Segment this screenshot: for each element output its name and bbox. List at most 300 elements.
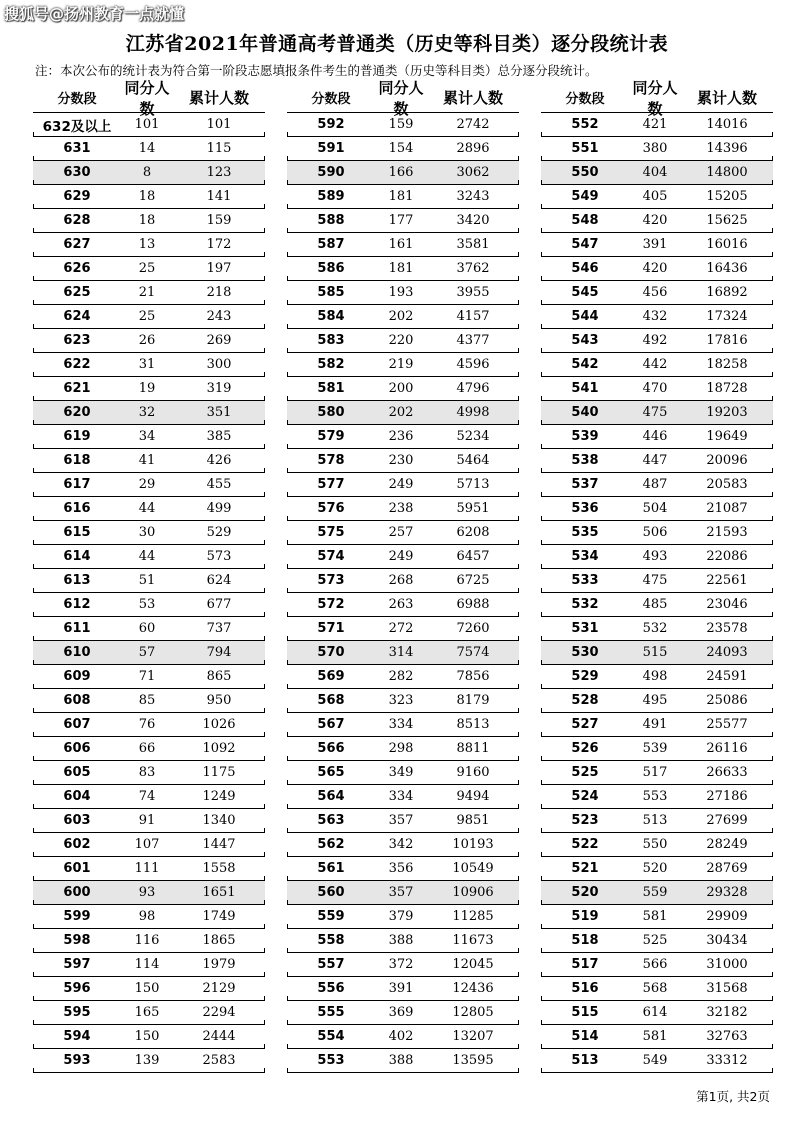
cumulative-cell: 172	[206, 237, 232, 252]
table-row	[541, 353, 773, 377]
cumulative-cell: 9494	[456, 789, 490, 804]
same-count-cell: 323	[388, 693, 414, 708]
cumulative-cell: 2583	[202, 1053, 236, 1068]
table-row	[541, 377, 773, 401]
table-row	[33, 1025, 265, 1049]
table-row	[287, 1025, 519, 1049]
cumulative-cell: 1865	[202, 933, 236, 948]
score-cell: 570	[317, 645, 345, 660]
same-count-cell: 487	[642, 477, 668, 492]
score-cell: 581	[317, 381, 345, 396]
cumulative-cell: 5234	[456, 429, 490, 444]
table-row	[541, 425, 773, 449]
score-cell: 548	[571, 213, 599, 228]
same-count-cell: 181	[388, 189, 414, 204]
cumulative-cell: 1340	[202, 813, 236, 828]
same-count-cell: 85	[138, 693, 156, 708]
cumulative-cell: 737	[206, 621, 232, 636]
score-cell: 587	[317, 237, 345, 252]
same-count-cell: 74	[138, 789, 156, 804]
table-row	[33, 305, 265, 329]
table-row	[33, 833, 265, 857]
cumulative-cell: 13595	[452, 1053, 494, 1068]
same-count-cell: 532	[642, 621, 668, 636]
cumulative-cell: 23046	[706, 597, 748, 612]
score-cell: 622	[63, 357, 91, 372]
score-cell: 518	[571, 933, 599, 948]
same-count-cell: 44	[138, 501, 156, 516]
cumulative-cell: 6457	[456, 549, 490, 564]
same-count-cell: 504	[642, 501, 668, 516]
table-row	[287, 689, 519, 713]
score-cell: 564	[317, 789, 345, 804]
table-row	[287, 233, 519, 257]
header-score: 分数段	[57, 92, 97, 107]
score-cell: 611	[63, 621, 91, 636]
same-count-cell: 238	[388, 501, 414, 516]
table-row	[541, 233, 773, 257]
score-cell: 594	[63, 1029, 91, 1044]
cumulative-cell: 23578	[706, 621, 748, 636]
table-row	[33, 425, 265, 449]
same-count-cell: 41	[138, 453, 156, 468]
table-row	[33, 737, 265, 761]
score-cell: 592	[317, 117, 345, 132]
same-count-cell: 165	[134, 1005, 160, 1020]
score-cell: 627	[63, 237, 91, 252]
same-count-cell: 57	[138, 645, 156, 660]
table-row	[287, 617, 519, 641]
cumulative-cell: 5464	[456, 453, 490, 468]
cumulative-cell: 10906	[452, 885, 494, 900]
table-row	[541, 833, 773, 857]
same-count-cell: 513	[642, 813, 668, 828]
same-count-cell: 202	[388, 405, 414, 420]
cumulative-cell: 1092	[202, 741, 236, 756]
score-cell: 566	[317, 741, 345, 756]
same-count-cell: 379	[388, 909, 414, 924]
table-row	[33, 161, 265, 185]
same-count-cell: 51	[138, 573, 156, 588]
table-row	[33, 353, 265, 377]
cumulative-cell: 22086	[706, 549, 748, 564]
table-row	[541, 209, 773, 233]
table-row	[33, 401, 265, 425]
table-row	[541, 449, 773, 473]
score-cell: 552	[571, 117, 599, 132]
table-column-1	[33, 78, 265, 1073]
same-count-cell: 539	[642, 741, 668, 756]
watermark-text: 搜狐号@扬州教育一点就懂	[4, 5, 185, 23]
score-cell: 535	[571, 525, 599, 540]
table-row	[33, 905, 265, 929]
same-count-cell: 268	[388, 573, 414, 588]
same-count-cell: 495	[642, 693, 668, 708]
same-count-cell: 272	[388, 621, 414, 636]
cumulative-cell: 20583	[706, 477, 748, 492]
score-cell: 576	[317, 501, 345, 516]
table-row	[541, 521, 773, 545]
cumulative-cell: 624	[206, 573, 232, 588]
table-row	[287, 209, 519, 233]
table-column-2	[287, 78, 519, 1073]
table-row	[287, 113, 519, 137]
cumulative-cell: 13207	[452, 1029, 494, 1044]
score-cell: 617	[63, 477, 91, 492]
table-row	[287, 137, 519, 161]
same-count-cell: 442	[642, 357, 668, 372]
cumulative-cell: 26633	[706, 765, 748, 780]
score-cell: 579	[317, 429, 345, 444]
table-row	[541, 785, 773, 809]
same-count-cell: 549	[642, 1053, 668, 1068]
header-cumulative: 累计人数	[696, 89, 757, 107]
same-count-cell: 161	[388, 237, 414, 252]
same-count-cell: 25	[138, 261, 156, 276]
cumulative-cell: 24093	[706, 645, 748, 660]
table-row	[33, 185, 265, 209]
same-count-cell: 491	[642, 717, 668, 732]
cumulative-cell: 32763	[706, 1029, 748, 1044]
cumulative-cell: 1447	[202, 837, 236, 852]
score-cell: 626	[63, 261, 91, 276]
cumulative-cell: 27186	[706, 789, 748, 804]
score-cell: 596	[63, 981, 91, 996]
same-count-cell: 31	[138, 357, 156, 372]
table-row	[541, 1001, 773, 1025]
table-row	[33, 665, 265, 689]
cumulative-cell: 3581	[456, 237, 490, 252]
score-cell: 531	[571, 621, 599, 636]
same-count-cell: 492	[642, 333, 668, 348]
same-count-cell: 193	[388, 285, 414, 300]
score-cell: 573	[317, 573, 345, 588]
same-count-cell: 93	[138, 885, 156, 900]
same-count-cell: 485	[642, 597, 668, 612]
cumulative-cell: 26116	[706, 741, 748, 756]
same-count-cell: 257	[388, 525, 414, 540]
same-count-cell: 25	[138, 309, 156, 324]
cumulative-cell: 16016	[706, 237, 748, 252]
table-row	[33, 713, 265, 737]
same-count-cell: 517	[642, 765, 668, 780]
same-count-cell: 18	[138, 213, 156, 228]
same-count-cell: 369	[388, 1005, 414, 1020]
table-row	[287, 473, 519, 497]
table-header	[287, 78, 519, 118]
score-cell: 612	[63, 597, 91, 612]
score-cell: 629	[63, 189, 91, 204]
score-cell: 628	[63, 213, 91, 228]
same-count-cell: 388	[388, 1053, 414, 1068]
same-count-cell: 420	[642, 213, 668, 228]
score-cell: 553	[317, 1053, 345, 1068]
table-row	[33, 113, 265, 137]
same-count-cell: 553	[642, 789, 668, 804]
cumulative-cell: 7856	[456, 669, 490, 684]
score-cell: 543	[571, 333, 599, 348]
same-count-cell: 314	[388, 645, 414, 660]
cumulative-cell: 351	[206, 405, 232, 420]
same-count-cell: 236	[388, 429, 414, 444]
cumulative-cell: 1558	[202, 861, 236, 876]
cumulative-cell: 28769	[706, 861, 748, 876]
cumulative-cell: 243	[206, 309, 232, 324]
cumulative-cell: 18258	[706, 357, 748, 372]
table-row	[287, 953, 519, 977]
table-row	[33, 953, 265, 977]
cumulative-cell: 12436	[452, 981, 494, 996]
table-row	[287, 737, 519, 761]
cumulative-cell: 4596	[456, 357, 490, 372]
same-count-cell: 614	[642, 1005, 668, 1020]
table-header	[33, 78, 265, 118]
score-cell: 604	[63, 789, 91, 804]
score-cell: 568	[317, 693, 345, 708]
table-row	[33, 857, 265, 881]
same-count-cell: 166	[388, 165, 414, 180]
same-count-cell: 32	[138, 405, 156, 420]
table-row	[287, 401, 519, 425]
score-cell: 523	[571, 813, 599, 828]
score-cell: 530	[571, 645, 599, 660]
table-row	[541, 929, 773, 953]
table-row	[541, 737, 773, 761]
table-body	[33, 113, 265, 1073]
cumulative-cell: 8811	[456, 741, 490, 756]
score-cell: 529	[571, 669, 599, 684]
cumulative-cell: 20096	[706, 453, 748, 468]
same-count-cell: 8	[142, 165, 152, 180]
score-cell: 597	[63, 957, 91, 972]
same-count-cell: 334	[388, 789, 414, 804]
same-count-cell: 334	[388, 717, 414, 732]
cumulative-cell: 6208	[456, 525, 490, 540]
table-row	[287, 713, 519, 737]
page-footer: 第1页, 共2页	[696, 1089, 770, 1104]
table-row	[33, 233, 265, 257]
cumulative-cell: 101	[206, 117, 232, 132]
table-row	[287, 161, 519, 185]
table-row	[33, 617, 265, 641]
table-row	[541, 1025, 773, 1049]
table-row	[287, 281, 519, 305]
same-count-cell: 391	[642, 237, 668, 252]
same-count-cell: 342	[388, 837, 414, 852]
score-cell: 614	[63, 549, 91, 564]
score-cell: 619	[63, 429, 91, 444]
cumulative-cell: 529	[206, 525, 232, 540]
same-count-cell: 298	[388, 741, 414, 756]
same-count-cell: 550	[642, 837, 668, 852]
table-row	[33, 257, 265, 281]
same-count-cell: 475	[642, 573, 668, 588]
score-cell: 551	[571, 141, 599, 156]
same-count-cell: 520	[642, 861, 668, 876]
score-cell: 565	[317, 765, 345, 780]
score-cell: 607	[63, 717, 91, 732]
table-row	[33, 521, 265, 545]
table-row	[287, 377, 519, 401]
table-row	[541, 593, 773, 617]
score-cell: 574	[317, 549, 345, 564]
score-cell: 610	[63, 645, 91, 660]
cumulative-cell: 1651	[202, 885, 236, 900]
table-row	[33, 497, 265, 521]
same-count-cell: 357	[388, 813, 414, 828]
cumulative-cell: 1249	[202, 789, 236, 804]
table-row	[33, 449, 265, 473]
table-column-3	[541, 78, 773, 1073]
score-cell: 544	[571, 309, 599, 324]
table-row	[287, 905, 519, 929]
table-row	[541, 113, 773, 137]
cumulative-cell: 115	[206, 141, 232, 156]
score-cell: 586	[317, 261, 345, 276]
table-row	[541, 905, 773, 929]
score-cell: 609	[63, 669, 91, 684]
table-row	[287, 1001, 519, 1025]
cumulative-cell: 28249	[706, 837, 748, 852]
same-count-cell: 101	[134, 117, 160, 132]
same-count-cell: 446	[642, 429, 668, 444]
table-row	[33, 641, 265, 665]
score-cell: 615	[63, 525, 91, 540]
same-count-cell: 220	[388, 333, 414, 348]
table-row	[541, 473, 773, 497]
cumulative-cell: 22561	[706, 573, 748, 588]
same-count-cell: 107	[134, 837, 160, 852]
same-count-cell: 111	[134, 861, 160, 876]
score-cell: 538	[571, 453, 599, 468]
cumulative-cell: 865	[206, 669, 232, 684]
score-cell: 602	[63, 837, 91, 852]
score-cell: 605	[63, 765, 91, 780]
same-count-cell: 29	[138, 477, 156, 492]
cumulative-cell: 14016	[706, 117, 748, 132]
table-row	[287, 1049, 519, 1073]
score-cell: 560	[317, 885, 345, 900]
score-cell: 618	[63, 453, 91, 468]
same-count-cell: 421	[642, 117, 668, 132]
score-cell: 534	[571, 549, 599, 564]
same-count-cell: 506	[642, 525, 668, 540]
same-count-cell: 53	[138, 597, 156, 612]
same-count-cell: 282	[388, 669, 414, 684]
score-cell: 588	[317, 213, 345, 228]
same-count-cell: 405	[642, 189, 668, 204]
score-cell: 513	[571, 1053, 599, 1068]
score-cell: 621	[63, 381, 91, 396]
same-count-cell: 566	[642, 957, 668, 972]
score-cell: 539	[571, 429, 599, 444]
cumulative-cell: 7574	[456, 645, 490, 660]
score-cell: 561	[317, 861, 345, 876]
score-cell: 583	[317, 333, 345, 348]
score-cell: 522	[571, 837, 599, 852]
same-count-cell: 159	[388, 117, 414, 132]
score-cell: 519	[571, 909, 599, 924]
table-row	[33, 785, 265, 809]
table-row	[33, 1001, 265, 1025]
table-row	[287, 641, 519, 665]
score-cell: 545	[571, 285, 599, 300]
cumulative-cell: 8179	[456, 693, 490, 708]
cumulative-cell: 4796	[456, 381, 490, 396]
table-row	[33, 929, 265, 953]
cumulative-cell: 17816	[706, 333, 748, 348]
score-cell: 525	[571, 765, 599, 780]
same-count-cell: 150	[134, 981, 160, 996]
cumulative-cell: 19203	[706, 405, 748, 420]
score-cell: 625	[63, 285, 91, 300]
same-count-cell: 525	[642, 933, 668, 948]
table-row	[33, 377, 265, 401]
table-row	[33, 281, 265, 305]
score-cell: 600	[63, 885, 91, 900]
score-cell: 559	[317, 909, 345, 924]
cumulative-cell: 24591	[706, 669, 748, 684]
score-cell: 591	[317, 141, 345, 156]
cumulative-cell: 16892	[706, 285, 748, 300]
same-count-cell: 34	[138, 429, 156, 444]
table-row	[541, 161, 773, 185]
score-cell: 631	[63, 141, 91, 156]
table-row	[33, 569, 265, 593]
same-count-cell: 420	[642, 261, 668, 276]
score-cell: 598	[63, 933, 91, 948]
table-row	[287, 521, 519, 545]
same-count-cell: 21	[138, 285, 156, 300]
cumulative-cell: 25577	[706, 717, 748, 732]
same-count-cell: 388	[388, 933, 414, 948]
score-cell: 541	[571, 381, 599, 396]
score-cell: 540	[571, 405, 599, 420]
table-row	[541, 497, 773, 521]
score-cell: 623	[63, 333, 91, 348]
cumulative-cell: 31000	[706, 957, 748, 972]
table-row	[541, 761, 773, 785]
score-cell: 515	[571, 1005, 599, 1020]
score-cell: 549	[571, 189, 599, 204]
table-row	[287, 185, 519, 209]
cumulative-cell: 10549	[452, 861, 494, 876]
table-row	[287, 809, 519, 833]
same-count-cell: 66	[138, 741, 156, 756]
same-count-cell: 249	[388, 477, 414, 492]
table-row	[287, 305, 519, 329]
table-note: 注：本次公布的统计表为符合第一阶段志愿填报条件考生的普通类（历史等科目类）总分逐分段统计。	[35, 63, 598, 78]
same-count-cell: 391	[388, 981, 414, 996]
header-cumulative: 累计人数	[188, 89, 249, 107]
same-count-cell: 18	[138, 189, 156, 204]
cumulative-cell: 19649	[706, 429, 748, 444]
score-cell: 585	[317, 285, 345, 300]
cumulative-cell: 5713	[456, 477, 490, 492]
table-row	[287, 665, 519, 689]
score-cell: 546	[571, 261, 599, 276]
cumulative-cell: 573	[206, 549, 232, 564]
same-count-cell: 83	[138, 765, 156, 780]
cumulative-cell: 319	[206, 381, 232, 396]
cumulative-cell: 18728	[706, 381, 748, 396]
cumulative-cell: 1026	[202, 717, 236, 732]
same-count-cell: 230	[388, 453, 414, 468]
table-body	[287, 113, 519, 1073]
table-row	[287, 425, 519, 449]
score-cell: 558	[317, 933, 345, 948]
cumulative-cell: 300	[206, 357, 232, 372]
